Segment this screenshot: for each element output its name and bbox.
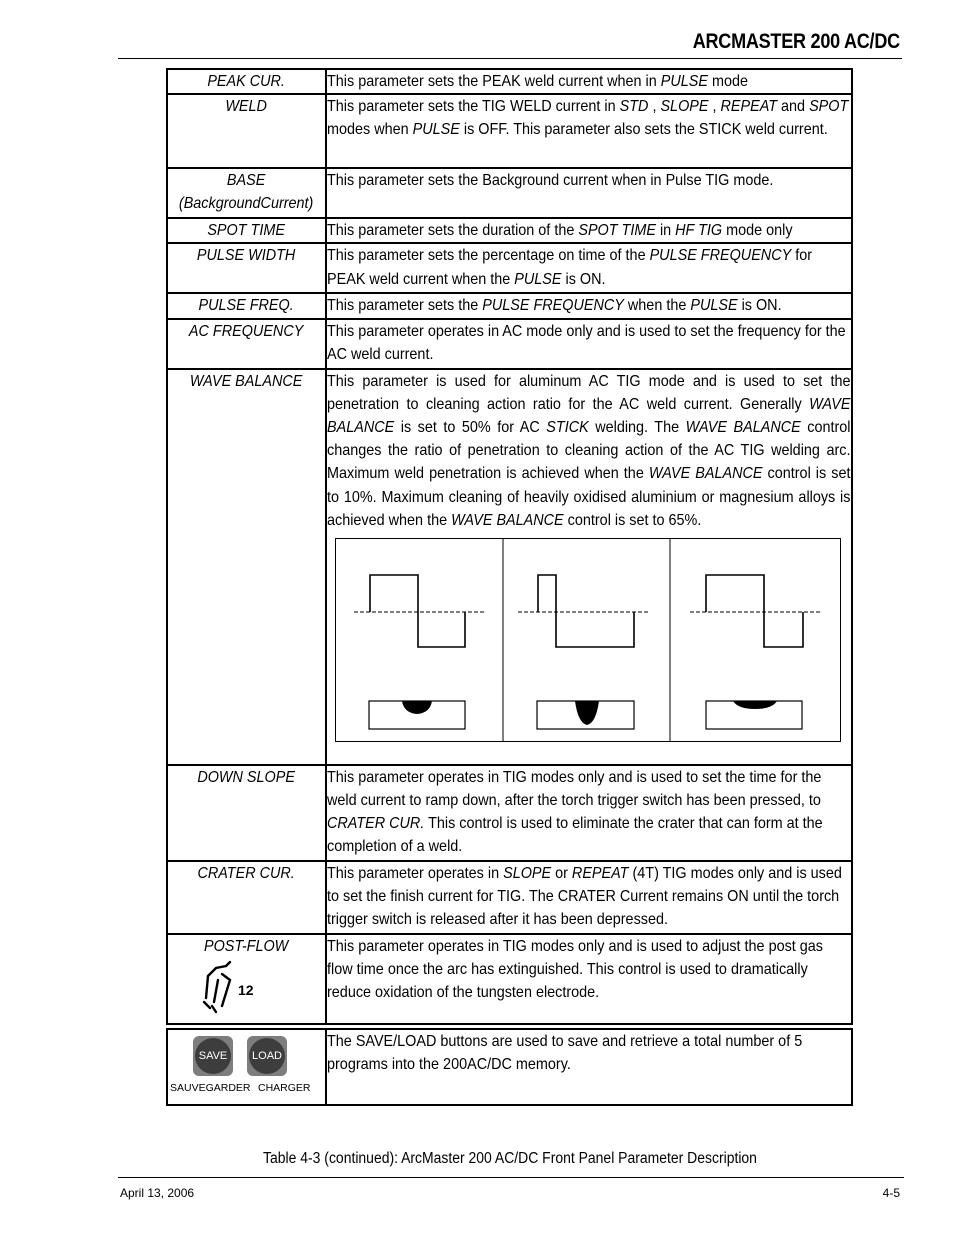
table-row xyxy=(167,168,852,218)
param-name-cell xyxy=(167,369,326,765)
table-row xyxy=(167,69,852,94)
param-desc-cell xyxy=(326,168,852,218)
weld-bead-max-cleaning xyxy=(706,701,802,729)
save-button[interactable] xyxy=(193,1036,233,1076)
param-name: WAVE BALANCE xyxy=(190,372,303,390)
param-name: BASE (BackgroundCurrent) xyxy=(179,172,314,213)
table-row xyxy=(167,319,852,369)
param-description: This parameter operates in AC mode only and is used to set the frequency for the AC weld current. xyxy=(327,322,846,363)
param-desc-cell xyxy=(326,319,852,369)
param-description: This parameter operates in TIG modes only and is used to set the time for the weld current to ramp down, after the torch trigger switch has been pressed, to CRATER CUR. This control is used to eliminate the crater that can form at the completion of a weld. xyxy=(327,768,823,856)
param-description: This parameter sets the percentage on time of the PULSE FREQUENCY for PEAK weld current when the PULSE is ON. xyxy=(327,247,813,288)
param-desc-cell xyxy=(326,934,852,1024)
param-desc-cell xyxy=(326,861,852,934)
param-name: SPOT TIME xyxy=(207,222,286,240)
param-desc-cell xyxy=(326,218,852,243)
header-rule xyxy=(118,58,902,59)
param-name: PEAK CUR. xyxy=(207,73,286,90)
waveform-max-cleaning xyxy=(690,575,822,647)
param-desc-cell xyxy=(326,243,852,293)
footer-date: April 13, 2006 xyxy=(120,1186,195,1200)
param-name: WELD xyxy=(225,98,268,116)
table-row xyxy=(167,94,852,168)
table-row xyxy=(167,293,852,318)
param-name: CRATER CUR. xyxy=(197,864,296,882)
param-description: This parameter sets the PEAK weld current when in PULSE mode xyxy=(327,73,749,90)
footer-rule xyxy=(118,1177,904,1178)
post-flow-icon-number: 12 xyxy=(238,981,254,998)
param-description: This parameter sets the TIG WELD current in STD , SLOPE , REPEAT and SPOT modes when PULSE is OFF. This parameter also sets the STICK weld current. xyxy=(327,98,849,139)
save-button-label: SAVE xyxy=(195,1038,231,1074)
param-name: DOWN SLOPE xyxy=(197,768,296,786)
table-caption: Table 4-3 (continued): ArcMaster 200 AC/DC Front Panel Parameter Description xyxy=(263,1150,757,1167)
param-name-cell xyxy=(167,94,326,168)
parameter-table xyxy=(166,68,853,1106)
param-name-cell xyxy=(167,861,326,934)
param-name-cell xyxy=(167,218,326,243)
param-name-cell xyxy=(167,168,326,218)
param-name: POST-FLOW xyxy=(204,937,289,955)
param-desc-cell xyxy=(326,94,852,168)
param-name-cell xyxy=(167,293,326,318)
param-description: This parameter sets the Background current when in Pulse TIG mode. xyxy=(327,172,774,190)
table-row xyxy=(167,369,852,765)
table-row xyxy=(167,218,852,243)
waveform-max-penetration xyxy=(518,575,650,647)
table-row xyxy=(167,861,852,934)
param-description: This parameter operates in SLOPE or REPEAT (4T) TIG modes only and is used to set the finish current for TIG. The CRATER Current remains ON until the torch trigger switch is released after it has been depressed. xyxy=(327,864,842,929)
param-description: This parameter is used for aluminum AC TIG mode and is used to set the penetration to cleaning action ratio for the AC weld current. Generally WAVE BALANCE is set to 50% for AC STICK welding. The WAVE BALANCE control changes the ratio of penetration to cleaning action of the AC TIG welding arc. Maximum weld penetration is achieved when the WAVE BALANCE control is set to 10%. Maximum cleaning of heavily oxidised aluminium or magnesium alloys is achieved when the WAVE BALANCE control is set to 65%. xyxy=(327,372,851,529)
param-name-cell xyxy=(167,765,326,861)
param-name-cell xyxy=(167,319,326,369)
load-button-label: LOAD xyxy=(249,1038,285,1074)
param-desc-cell xyxy=(326,369,852,765)
save-load-panel xyxy=(168,1030,325,1104)
param-name-cell xyxy=(167,243,326,293)
save-caption: SAUVEGARDER xyxy=(170,1081,251,1094)
weld-bead-max-penetration xyxy=(537,701,634,729)
table-row xyxy=(167,934,852,1024)
param-desc-cell xyxy=(326,69,852,94)
post-flow-icon-wrap xyxy=(168,958,325,1014)
wave-balance-svg xyxy=(336,539,840,741)
gas-flow-icon xyxy=(196,958,266,1014)
table-row xyxy=(167,1029,852,1105)
param-desc-cell xyxy=(326,765,852,861)
document-header-title: ARCMASTER 200 AC/DC xyxy=(692,30,900,53)
param-description: This parameter operates in TIG modes only and is used to adjust the post gas flow time once the arc has extinguished. This control is used to dramatically reduce oxidation of the tungsten electrode. xyxy=(327,937,824,1002)
load-caption: CHARGER xyxy=(258,1081,311,1094)
param-desc-cell xyxy=(326,293,852,318)
save-load-cell xyxy=(167,1029,326,1105)
table-row xyxy=(167,243,852,293)
waveform-balanced xyxy=(354,575,486,647)
param-name: AC FREQUENCY xyxy=(189,322,304,340)
param-description: This parameter sets the PULSE FREQUENCY when the PULSE is ON. xyxy=(327,297,782,315)
param-name: PULSE WIDTH xyxy=(197,247,296,265)
load-button[interactable] xyxy=(247,1036,287,1076)
param-name-cell xyxy=(167,69,326,94)
param-name: PULSE FREQ. xyxy=(198,297,295,315)
param-desc-cell xyxy=(326,1029,852,1105)
param-description: The SAVE/LOAD buttons are used to save and retrieve a total number of 5 programs into the 200AC/DC memory. xyxy=(327,1032,803,1073)
wave-balance-diagram xyxy=(335,538,841,742)
param-name-cell xyxy=(167,934,326,1024)
param-description: This parameter sets the duration of the SPOT TIME in HF TIG mode only xyxy=(327,222,793,240)
weld-bead-balanced xyxy=(369,701,465,729)
footer-page-number: 4-5 xyxy=(882,1186,900,1200)
table-row xyxy=(167,765,852,861)
